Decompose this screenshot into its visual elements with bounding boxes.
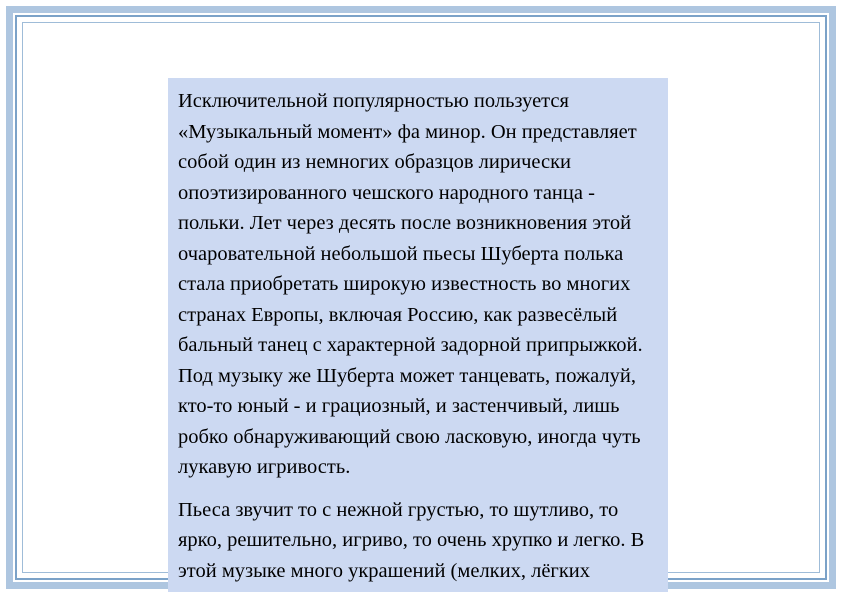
paragraph-1: Исключительной популярностью пользуется «Музыкальный момент» фа минор. Он представляет собой один из немногих образцов лирически опоэтизированного чешского народного танца - польки. Лет через десять после возникновения этой очаровательной небольшой пьесы Шуберта полька стала приобретать широкую известность во многих странах Европы, включая Россию, как развесёлый бальный танец с характерной задорной припрыжкой. Под музыку же Шуберта может танцевать, пожалуй, кто-то юный - и грациозный, и застенчивый, лишь робко обнаруживающий свою ласковую, иногда чуть лукавую игривость. [178, 90, 648, 478]
text-content-block [168, 78, 668, 592]
paragraph-2: Пьеса звучит то с нежной грустью, то шутливо, то ярко, решительно, игриво, то очень хрупко и легко. В этой музыке много украшений (мелких, лёгких [178, 498, 650, 582]
